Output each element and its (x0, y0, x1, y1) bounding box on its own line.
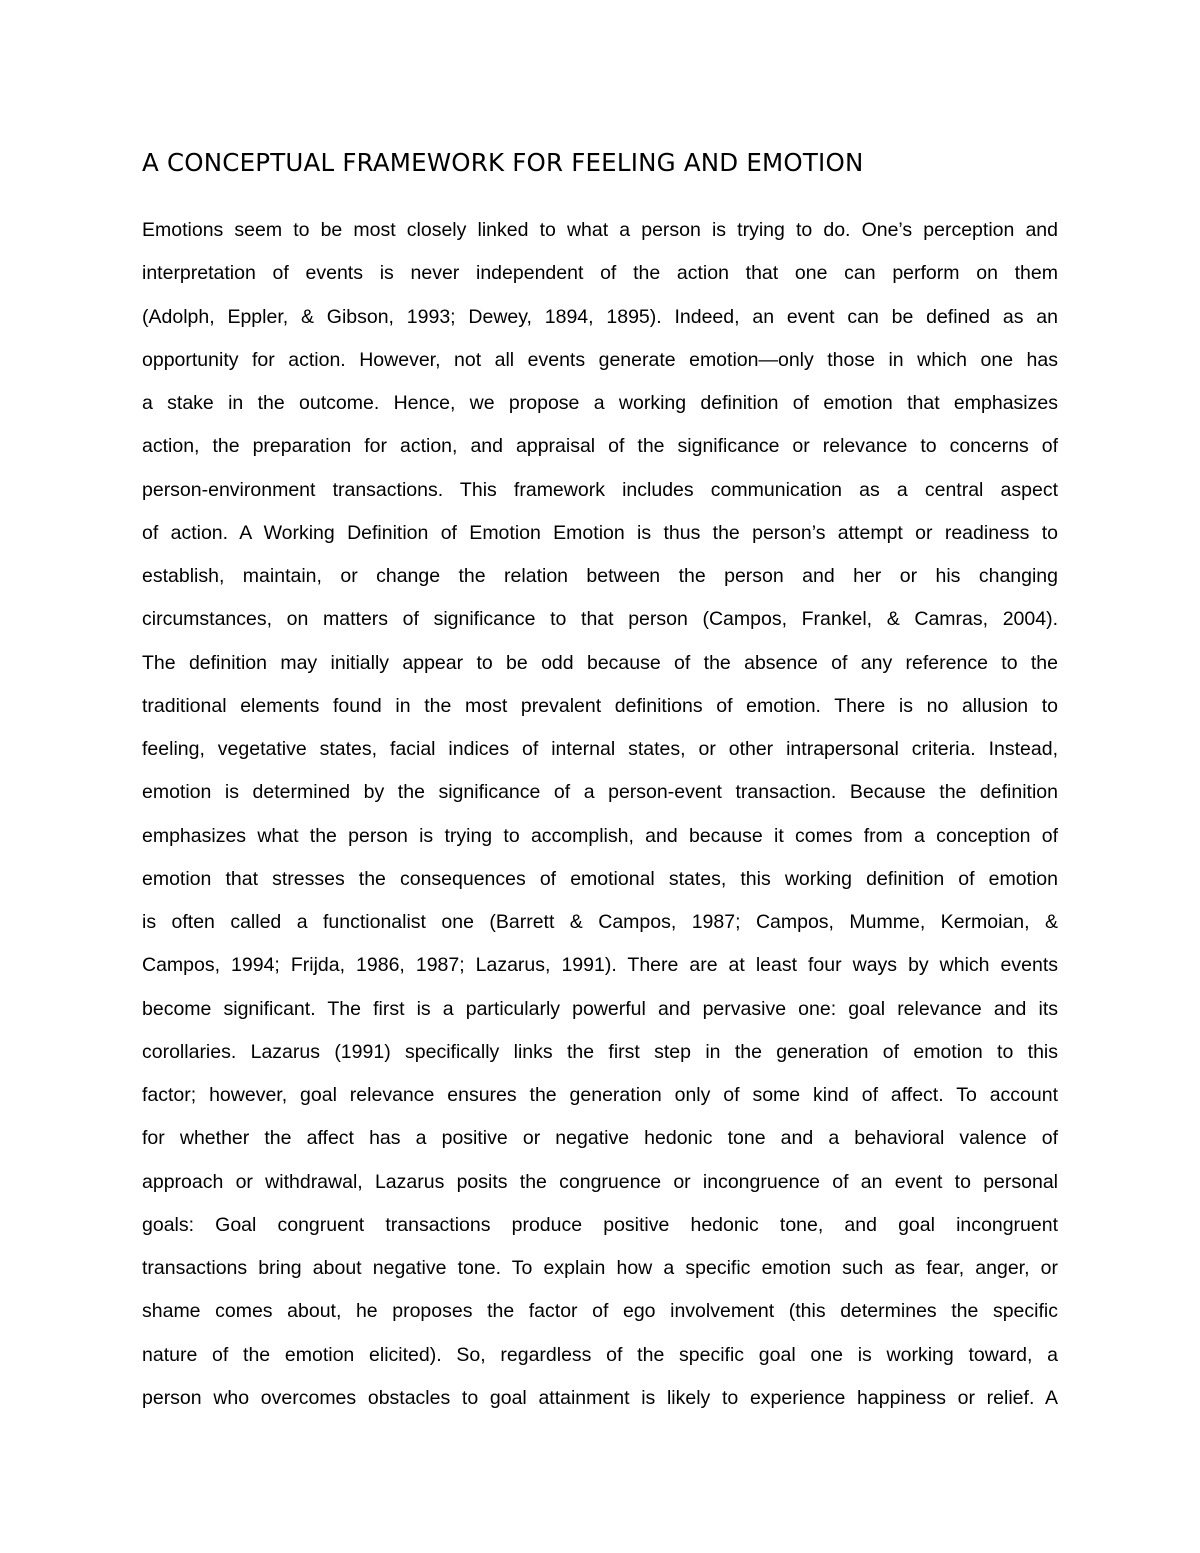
document-title: A CONCEPTUAL FRAMEWORK FOR FEELING AND EMOTION (142, 148, 864, 177)
body-line: person-environment transactions. This framework includes communication as a central aspect (142, 478, 1058, 501)
body-line: for whether the affect has a positive or negative hedonic tone and a behavioral valence of (142, 1127, 1058, 1150)
body-line: of action. A Working Definition of Emotion Emotion is thus the person’s attempt or readiness to (142, 521, 1058, 544)
body-line: opportunity for action. However, not all events generate emotion—only those in which one has (142, 348, 1058, 371)
body-line: emotion is determined by the significance of a person-event transaction. Because the definition (142, 781, 1058, 804)
body-line: establish, maintain, or change the relation between the person and her or his changing (142, 565, 1058, 587)
document-body (142, 209, 1058, 1420)
body-line: become significant. The first is a particularly powerful and pervasive one: goal relevance and its (142, 997, 1058, 1020)
body-line: corollaries. Lazarus (1991) specifically links the first step in the generation of emotion to this (142, 1040, 1058, 1063)
body-line: Emotions seem to be most closely linked to what a person is trying to do. One’s perception and (142, 219, 1058, 241)
body-line: goals: Goal congruent transactions produce positive hedonic tone, and goal incongruent (142, 1213, 1058, 1236)
body-line: action, the preparation for action, and appraisal of the significance or relevance to concerns of (142, 435, 1058, 458)
body-line: Campos, 1994; Frijda, 1986, 1987; Lazarus, 1991). There are at least four ways by which events (142, 954, 1058, 977)
body-line: is often called a functionalist one (Barrett & Campos, 1987; Campos, Mumme, Kermoian, & (142, 911, 1058, 933)
body-line: nature of the emotion elicited). So, regardless of the specific goal one is working toward, a (142, 1343, 1058, 1366)
body-line: approach or withdrawal, Lazarus posits the congruence or incongruence of an event to personal (142, 1170, 1058, 1193)
body-line: feeling, vegetative states, facial indices of internal states, or other intrapersonal criteria. Instead, (142, 738, 1058, 760)
body-line: emotion that stresses the consequences of emotional states, this working definition of emotion (142, 867, 1058, 890)
body-line: transactions bring about negative tone. To explain how a specific emotion such as fear, anger, or (142, 1257, 1058, 1279)
body-line: traditional elements found in the most prevalent definitions of emotion. There is no allusion to (142, 694, 1058, 717)
body-line: factor; however, goal relevance ensures the generation only of some kind of affect. To account (142, 1084, 1058, 1106)
body-line: The definition may initially appear to be odd because of the absence of any reference to the (142, 651, 1058, 674)
body-line: interpretation of events is never independent of the action that one can perform on them (142, 262, 1058, 285)
body-line: person who overcomes obstacles to goal attainment is likely to experience happiness or relief. A (142, 1386, 1058, 1409)
body-line: shame comes about, he proposes the factor of ego involvement (this determines the specific (142, 1300, 1058, 1323)
body-line: a stake in the outcome. Hence, we propose a working definition of emotion that emphasizes (142, 392, 1058, 414)
body-line: circumstances, on matters of significance to that person (Campos, Frankel, & Camras, 2004). (142, 608, 1058, 631)
body-line: emphasizes what the person is trying to accomplish, and because it comes from a conception of (142, 824, 1058, 847)
body-line: (Adolph, Eppler, & Gibson, 1993; Dewey, 1894, 1895). Indeed, an event can be defined as an (142, 305, 1058, 328)
